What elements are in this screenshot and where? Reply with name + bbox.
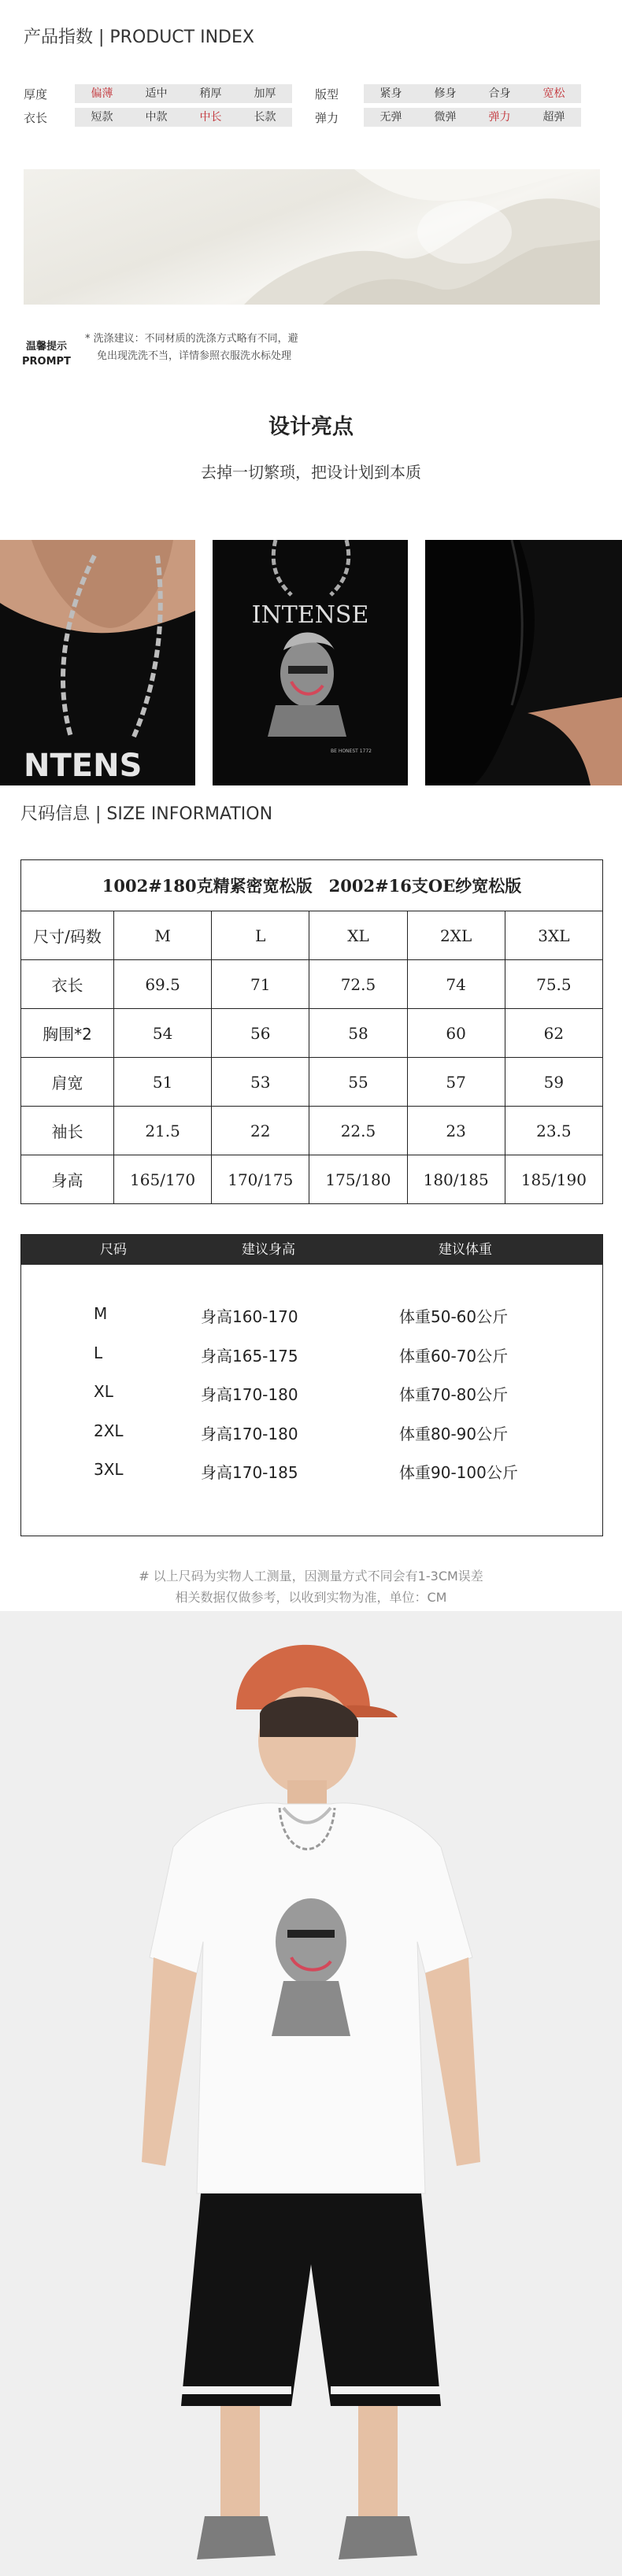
recommend-size: 2XL xyxy=(94,1421,124,1440)
table-cell: 57 xyxy=(407,1058,505,1107)
table-cell: 袖长 xyxy=(21,1107,114,1155)
length-option: 中款 xyxy=(145,111,168,124)
table-cell: 54 xyxy=(114,1009,212,1058)
elasticity-scale xyxy=(364,108,581,127)
wash-advice-line: 免出现洗洗不当，详情参照衣服洗水标处理 xyxy=(97,350,292,362)
size-table-title: 1002#180克精紧密宽松版 2002#16支OE纱宽松版 xyxy=(21,860,603,911)
recommend-weight: 体重80-90公斤 xyxy=(399,1425,509,1443)
table-cell: 22.5 xyxy=(309,1107,407,1155)
length-option: 短款 xyxy=(91,111,113,124)
chest-print-letters: NTENS xyxy=(24,748,143,784)
table-header-cell: 2XL xyxy=(407,911,505,960)
fit-option: 合身 xyxy=(488,87,511,100)
thickness-option: 偏薄 xyxy=(91,87,113,100)
recommend-height: 身高170-180 xyxy=(201,1385,298,1404)
fit-option: 修身 xyxy=(434,87,457,100)
prompt-title xyxy=(22,338,71,368)
table-cell: 170/175 xyxy=(212,1155,309,1204)
design-subheading: 去掉一切繁琐，把设计划到本质 xyxy=(201,463,421,482)
table-cell: 72.5 xyxy=(309,960,407,1009)
table-header-cell: XL xyxy=(309,911,407,960)
table-cell: 59 xyxy=(505,1058,602,1107)
table-cell: 62 xyxy=(505,1009,602,1058)
detail-image-sleeve xyxy=(425,540,622,785)
recommend-size: 3XL xyxy=(94,1460,124,1479)
fabric-texture-image xyxy=(24,169,600,305)
recommend-weight: 体重90-100公斤 xyxy=(399,1463,518,1482)
recommend-size: L xyxy=(94,1343,103,1362)
print-word: INTENSE xyxy=(251,601,369,629)
fit-scale xyxy=(364,84,581,103)
table-row xyxy=(21,1009,603,1058)
length-label: 衣长 xyxy=(24,111,48,125)
size-table xyxy=(20,859,603,1204)
prompt-title-en: PROMPT xyxy=(22,356,71,368)
product-index-title: 产品指数 | PRODUCT INDEX xyxy=(24,28,254,47)
table-header-cell: L xyxy=(212,911,309,960)
recommend-height: 身高170-185 xyxy=(201,1463,298,1482)
elasticity-label: 弹力 xyxy=(315,111,339,125)
table-cell: 53 xyxy=(212,1058,309,1107)
table-row xyxy=(21,1107,603,1155)
fit-option: 宽松 xyxy=(542,87,565,100)
elasticity-option: 弹力 xyxy=(488,111,511,124)
recommend-height: 身高160-170 xyxy=(201,1307,298,1326)
recommend-size: XL xyxy=(94,1382,113,1401)
table-cell: 71 xyxy=(212,960,309,1009)
prompt-title-cn: 温馨提示 xyxy=(25,341,67,353)
table-row xyxy=(21,1155,603,1204)
recommend-header-cell: 建议身高 xyxy=(242,1242,295,1258)
table-cell: 74 xyxy=(407,960,505,1009)
thickness-option: 加厚 xyxy=(254,87,276,100)
fit-label: 版型 xyxy=(315,87,339,102)
table-cell: 衣长 xyxy=(21,960,114,1009)
elasticity-option: 超弹 xyxy=(542,111,565,124)
length-option: 中长 xyxy=(199,111,222,124)
table-cell: 23.5 xyxy=(505,1107,602,1155)
table-cell: 165/170 xyxy=(114,1155,212,1204)
table-cell: 55 xyxy=(309,1058,407,1107)
recommend-weight: 体重50-60公斤 xyxy=(399,1307,509,1326)
table-cell: 60 xyxy=(407,1009,505,1058)
table-cell: 180/185 xyxy=(407,1155,505,1204)
table-cell: 身高 xyxy=(21,1155,114,1204)
design-heading: 设计亮点 xyxy=(268,415,354,439)
thickness-label: 厚度 xyxy=(24,87,48,102)
length-scale xyxy=(75,108,292,127)
thickness-scale xyxy=(75,84,292,103)
size-info-title: 尺码信息 | SIZE INFORMATION xyxy=(20,804,273,824)
recommend-size: M xyxy=(94,1304,108,1323)
table-cell: 肩宽 xyxy=(21,1058,114,1107)
wash-advice-line: * 洗涤建议：不同材质的洗涤方式略有不同，避 xyxy=(85,333,298,345)
table-cell: 69.5 xyxy=(114,960,212,1009)
table-cell: 58 xyxy=(309,1009,407,1058)
thickness-option: 适中 xyxy=(145,87,168,100)
elasticity-option: 微弹 xyxy=(434,111,457,124)
detail-image-print xyxy=(213,540,408,785)
recommend-header xyxy=(21,1235,602,1265)
recommend-header-cell: 建议体重 xyxy=(439,1242,492,1258)
recommend-weight: 体重70-80公斤 xyxy=(399,1385,509,1404)
measurement-note: # 以上尺码为实物人工测量，因测量方式不同会有1-3CM误差 xyxy=(139,1569,483,1584)
table-cell: 23 xyxy=(407,1107,505,1155)
length-option: 长款 xyxy=(254,111,276,124)
table-cell: 175/180 xyxy=(309,1155,407,1204)
table-cell: 51 xyxy=(114,1058,212,1107)
model-photo xyxy=(0,1611,622,2576)
table-cell: 胸围*2 xyxy=(21,1009,114,1058)
table-cell: 75.5 xyxy=(505,960,602,1009)
measurement-note: 相关数据仅做参考，以收到实物为准，单位：CM xyxy=(175,1590,447,1605)
recommend-height: 身高170-180 xyxy=(201,1425,298,1443)
table-row xyxy=(21,1058,603,1107)
elasticity-option: 无弹 xyxy=(379,111,402,124)
recommend-header-cell: 尺码 xyxy=(100,1242,127,1258)
table-row xyxy=(21,911,603,960)
table-row xyxy=(21,960,603,1009)
wash-advice xyxy=(85,331,298,365)
table-header-cell: M xyxy=(114,911,212,960)
table-cell: 22 xyxy=(212,1107,309,1155)
print-small-text: BE HONEST 1772 xyxy=(331,748,372,754)
table-header-cell: 尺寸/码数 xyxy=(21,911,114,960)
recommend-weight: 体重60-70公斤 xyxy=(399,1347,509,1366)
detail-image-neck xyxy=(0,540,195,785)
thickness-option: 稍厚 xyxy=(199,87,222,100)
table-cell: 21.5 xyxy=(114,1107,212,1155)
table-cell: 56 xyxy=(212,1009,309,1058)
table-header-cell: 3XL xyxy=(505,911,602,960)
fit-option: 紧身 xyxy=(379,87,402,100)
table-cell: 185/190 xyxy=(505,1155,602,1204)
recommend-table xyxy=(20,1234,603,1536)
recommend-height: 身高165-175 xyxy=(201,1347,298,1366)
